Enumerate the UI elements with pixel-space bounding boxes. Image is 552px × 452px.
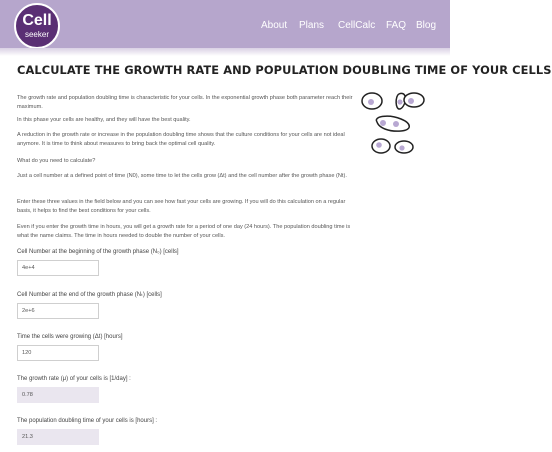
inputs-paragraph: Just a cell number at a defined point of time (N0), some time to let the cells grow (Δt) and the cell number after the growth phase (Nt). [17, 173, 347, 179]
site-header [0, 0, 450, 48]
enter-values-paragraph: Enter these three values in the field below and you can see how fast your cells are growing. If you will do this calculation on a regular basis, it helps to find the best conditions for your cells. [17, 199, 346, 214]
cellseeker-logo[interactable] [14, 3, 60, 49]
doubling-time-label: The population doubling time of your cells is [hours] : [17, 418, 158, 424]
healthy-cells-paragraph: In this phase your cells are healthy, and they will have the best quality. [17, 117, 191, 123]
nav-faq-link[interactable]: FAQ [386, 20, 407, 31]
dividing-cells-illustration [359, 90, 433, 160]
growth-rate-output: 0.78 [17, 387, 99, 403]
nt-label: Cell Number at the end of the growth phase (Nₜ) [cells] [17, 292, 162, 298]
dt-label: Time the cells were growing (Δt) [hours] [17, 334, 123, 340]
nav-cellcalc-link[interactable]: CellCalc [338, 20, 376, 31]
page-title: CALCULATE THE GROWTH RATE AND POPULATION DOUBLING TIME OF YOUR CELLS [17, 63, 552, 77]
n0-label: Cell Number at the beginning of the growth phase (N₀) [cells] [17, 249, 179, 255]
logo-text-seeker: seeker [24, 30, 49, 39]
header-shadow [0, 48, 450, 56]
dt-input[interactable]: 120 [17, 345, 99, 361]
intro-paragraph: The growth rate and population doubling time is characteristic for your cells. In the exponential growth phase both parameter reach their maximum. [17, 95, 353, 110]
units-paragraph: Even if you enter the growth time in hours, you will get a growth rate for a period of one day (24 hours). The population doubling time is what the name claims. The time in hours needed to double the number of your cells. [17, 224, 351, 239]
nav-blog-link[interactable]: Blog [416, 20, 437, 31]
reduction-paragraph: A reduction in the growth rate or increase in the population doubling time shows that the culture conditions for your cells are not ideal anymore. It is time to think about measures to bring back the optimal cell quality. [17, 132, 345, 147]
question-paragraph: What do you need to calculate? [17, 158, 96, 164]
nt-input[interactable]: 2e+6 [17, 303, 99, 319]
logo-text-cell: Cell [22, 12, 52, 29]
n0-input[interactable]: 4e+4 [17, 260, 99, 276]
doubling-time-output: 21.3 [17, 429, 99, 445]
growth-rate-label: The growth rate (μ) of your cells is [1/day] : [17, 376, 131, 382]
nav-about-link[interactable]: About [261, 20, 288, 31]
nav-plans-link[interactable]: Plans [299, 20, 325, 31]
